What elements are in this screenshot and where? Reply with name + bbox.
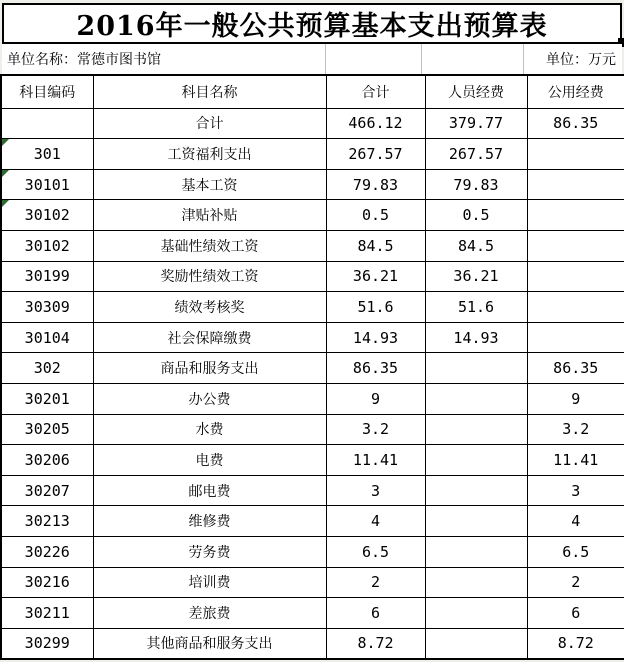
subject-code-cell[interactable]: 30102	[1, 200, 93, 231]
subject-name-cell[interactable]: 商品和服务支出	[93, 353, 326, 384]
personnel-cell[interactable]	[425, 537, 527, 568]
subject-code-cell[interactable]: 30102	[1, 230, 93, 261]
table-row	[1, 414, 624, 445]
unit-of-measure-cell[interactable]	[524, 44, 620, 74]
subject-name-cell[interactable]: 绩效考核奖	[93, 292, 326, 323]
col-header-subject-code[interactable]: 科目编码	[1, 75, 93, 108]
table-row	[1, 261, 624, 292]
total-cell[interactable]: 6	[326, 598, 425, 629]
personnel-cell[interactable]: 267.57	[425, 139, 527, 170]
subject-name-cell[interactable]: 合计	[93, 108, 326, 139]
unit-name-label: 单位名称：	[7, 52, 77, 68]
subject-code-cell[interactable]: 30299	[1, 628, 93, 659]
public-cell[interactable]: 2	[527, 567, 624, 598]
total-cell[interactable]: 267.57	[326, 139, 425, 170]
public-cell[interactable]: 8.72	[527, 628, 624, 659]
subject-code-cell[interactable]: 301	[1, 139, 93, 170]
total-cell[interactable]: 8.72	[326, 628, 425, 659]
total-cell[interactable]: 466.12	[326, 108, 425, 139]
budget-table	[0, 74, 624, 660]
personnel-cell[interactable]: 36.21	[425, 261, 527, 292]
personnel-cell[interactable]	[425, 445, 527, 476]
table-row	[1, 292, 624, 323]
public-cell[interactable]: 86.35	[527, 353, 624, 384]
public-cell[interactable]	[527, 139, 624, 170]
public-cell[interactable]: 6	[527, 598, 624, 629]
error-indicator-triangle-icon	[2, 200, 9, 207]
subject-name-cell[interactable]: 培训费	[93, 567, 326, 598]
subject-code-cell[interactable]: 30206	[1, 445, 93, 476]
personnel-cell[interactable]: 79.83	[425, 169, 527, 200]
subject-code-cell[interactable]: 30213	[1, 506, 93, 537]
personnel-cell[interactable]: 84.5	[425, 230, 527, 261]
table-row	[1, 628, 624, 659]
subject-code-cell[interactable]: 30211	[1, 598, 93, 629]
table-row	[1, 537, 624, 568]
personnel-cell[interactable]	[425, 353, 527, 384]
table-row	[1, 383, 624, 414]
table-row	[1, 230, 624, 261]
table-row	[1, 108, 624, 139]
total-cell[interactable]: 0.5	[326, 200, 425, 231]
subject-code-cell[interactable]: 30101	[1, 169, 93, 200]
personnel-cell[interactable]: 51.6	[425, 292, 527, 323]
total-cell[interactable]: 14.93	[326, 322, 425, 353]
personnel-cell[interactable]	[425, 628, 527, 659]
public-cell[interactable]	[527, 261, 624, 292]
personnel-cell[interactable]	[425, 598, 527, 629]
public-cell[interactable]	[527, 292, 624, 323]
public-cell[interactable]: 9	[527, 383, 624, 414]
personnel-cell[interactable]: 14.93	[425, 322, 527, 353]
total-cell[interactable]: 3	[326, 475, 425, 506]
subject-name-cell[interactable]: 差旅费	[93, 598, 326, 629]
header-row	[1, 75, 624, 108]
public-cell[interactable]: 4	[527, 506, 624, 537]
unit-name-cell[interactable]	[2, 44, 326, 74]
personnel-cell[interactable]: 0.5	[425, 200, 527, 231]
public-cell[interactable]: 86.35	[527, 108, 624, 139]
subject-code-cell[interactable]	[1, 108, 93, 139]
subject-name-cell[interactable]: 办公费	[93, 383, 326, 414]
total-cell[interactable]: 36.21	[326, 261, 425, 292]
subject-name-cell[interactable]: 津贴补贴	[93, 200, 326, 231]
unit-of-measure-label: 单位：万元	[546, 52, 616, 68]
table-row	[1, 445, 624, 476]
table-row	[1, 353, 624, 384]
subject-name-cell[interactable]: 其他商品和服务支出	[93, 628, 326, 659]
page-title[interactable]: 2016年一般公共预算基本支出预算表	[2, 3, 622, 44]
total-cell[interactable]: 2	[326, 567, 425, 598]
unit-name-value: 常德市图书馆	[77, 52, 161, 68]
subject-code-cell[interactable]: 30207	[1, 475, 93, 506]
table-row	[1, 322, 624, 353]
col-header-subject-name[interactable]: 科目名称	[93, 75, 326, 108]
table-row	[1, 139, 624, 170]
total-cell[interactable]: 11.41	[326, 445, 425, 476]
table-row	[1, 567, 624, 598]
subject-name-cell[interactable]: 基础性绩效工资	[93, 230, 326, 261]
personnel-cell[interactable]	[425, 383, 527, 414]
subject-code-cell[interactable]: 30205	[1, 414, 93, 445]
subject-name-cell[interactable]: 社会保障缴费	[93, 322, 326, 353]
meta-row	[2, 44, 622, 74]
personnel-cell[interactable]	[425, 506, 527, 537]
subject-name-cell[interactable]: 奖励性绩效工资	[93, 261, 326, 292]
subject-name-cell[interactable]: 电费	[93, 445, 326, 476]
subject-name-cell[interactable]: 水费	[93, 414, 326, 445]
total-cell[interactable]: 84.5	[326, 230, 425, 261]
public-cell[interactable]: 3.2	[527, 414, 624, 445]
public-cell[interactable]: 3	[527, 475, 624, 506]
subject-name-cell[interactable]: 基本工资	[93, 169, 326, 200]
personnel-cell[interactable]	[425, 475, 527, 506]
subject-code-cell[interactable]: 30216	[1, 567, 93, 598]
public-cell[interactable]	[527, 200, 624, 231]
empty-cell[interactable]	[422, 44, 524, 74]
subject-code-cell[interactable]: 30104	[1, 322, 93, 353]
total-cell[interactable]: 86.35	[326, 353, 425, 384]
col-header-total[interactable]: 合计	[326, 75, 425, 108]
subject-code-cell[interactable]: 30226	[1, 537, 93, 568]
table-row	[1, 598, 624, 629]
subject-code-cell[interactable]: 30199	[1, 261, 93, 292]
total-cell[interactable]: 6.5	[326, 537, 425, 568]
personnel-cell[interactable]	[425, 567, 527, 598]
subject-code-cell[interactable]: 302	[1, 353, 93, 384]
personnel-cell[interactable]: 379.77	[425, 108, 527, 139]
public-cell[interactable]: 6.5	[527, 537, 624, 568]
total-cell[interactable]: 3.2	[326, 414, 425, 445]
subject-code-cell[interactable]: 30201	[1, 383, 93, 414]
subject-name-cell[interactable]: 邮电费	[93, 475, 326, 506]
col-header-public-funds[interactable]: 公用经费	[527, 75, 624, 108]
table-row	[1, 169, 624, 200]
total-cell[interactable]: 4	[326, 506, 425, 537]
total-cell[interactable]: 79.83	[326, 169, 425, 200]
subject-name-cell[interactable]: 维修费	[93, 506, 326, 537]
table-row	[1, 506, 624, 537]
error-indicator-triangle-icon	[2, 139, 9, 146]
subject-code-cell[interactable]: 30309	[1, 292, 93, 323]
public-cell[interactable]	[527, 230, 624, 261]
subject-name-cell[interactable]: 劳务费	[93, 537, 326, 568]
empty-cell[interactable]	[326, 44, 422, 74]
col-header-personnel-funds[interactable]: 人员经费	[425, 75, 527, 108]
total-cell[interactable]: 9	[326, 383, 425, 414]
table-row	[1, 475, 624, 506]
error-indicator-triangle-icon	[2, 170, 9, 177]
subject-name-cell[interactable]: 工资福利支出	[93, 139, 326, 170]
public-cell[interactable]	[527, 169, 624, 200]
public-cell[interactable]	[527, 322, 624, 353]
table-row	[1, 200, 624, 231]
public-cell[interactable]: 11.41	[527, 445, 624, 476]
total-cell[interactable]: 51.6	[326, 292, 425, 323]
personnel-cell[interactable]	[425, 414, 527, 445]
